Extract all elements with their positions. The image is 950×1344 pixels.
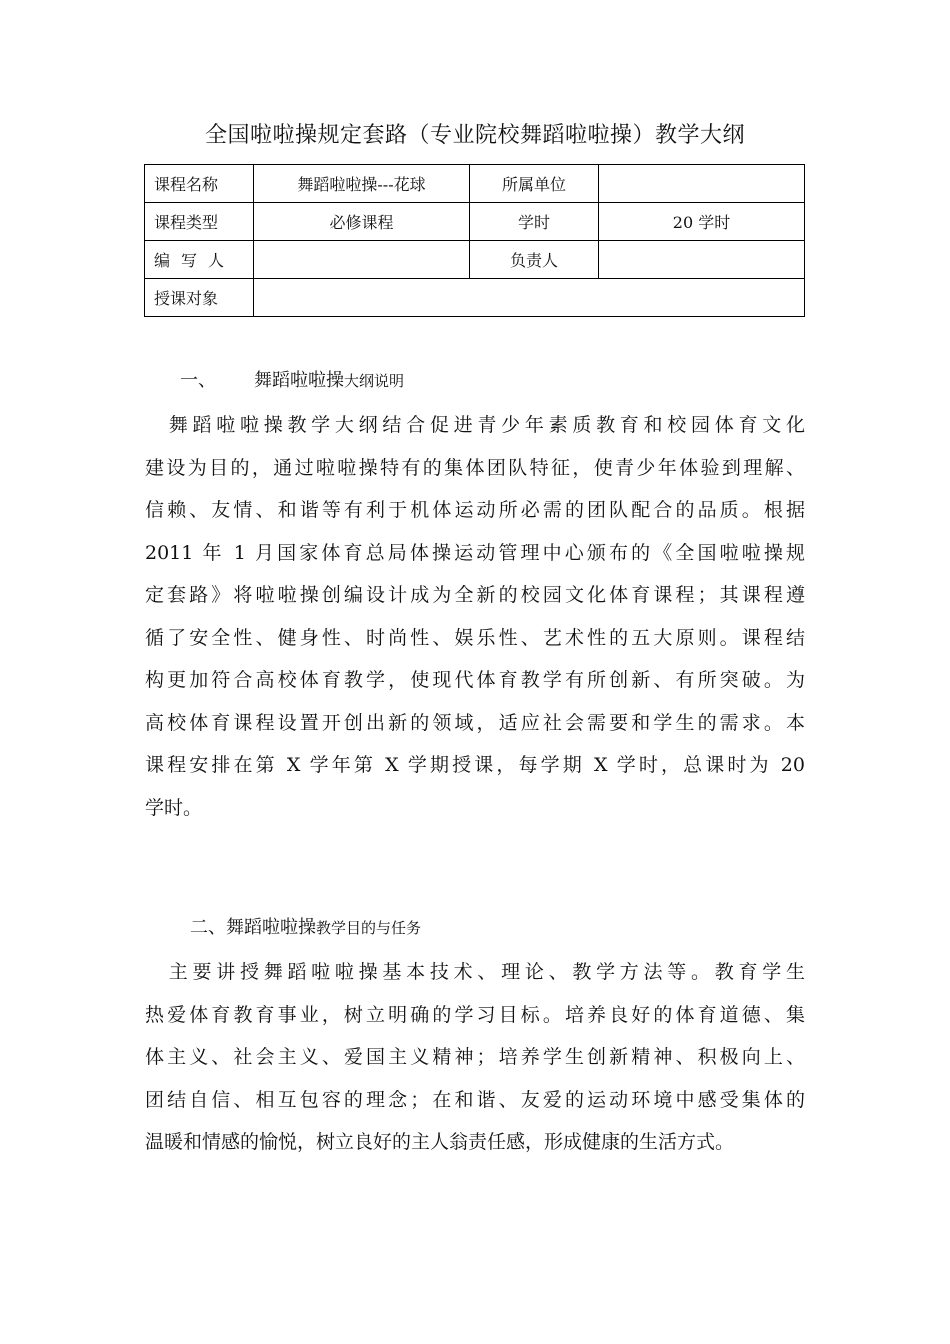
section2-heading <box>190 913 421 939</box>
paragraph-line: 建设为目的，通过啦啦操特有的集体团队特征，使青少年体验到理解、 <box>145 456 805 479</box>
section1-title-small: 大纲说明 <box>344 372 405 390</box>
paragraph-line: 高校体育课程设置开创出新的领域，适应社会需要和学生的需求。本 <box>145 711 805 734</box>
supervisor-value <box>599 241 805 279</box>
section1-heading <box>180 366 404 392</box>
hours-value: 20 学时 <box>599 203 805 241</box>
section1-title-main: 舞蹈啦啦操 <box>254 370 344 391</box>
section2-number: 二、 <box>190 917 226 938</box>
paragraph-line: 舞蹈啦啦操教学大纲结合促进青少年素质教育和校园体育文化 <box>145 414 805 436</box>
paragraph-line: 2011 年 1 月国家体育总局体操运动管理中心颁布的《全国啦啦操规 <box>145 541 805 564</box>
supervisor-label: 负责人 <box>470 241 599 279</box>
paragraph-line: 热爱体育教育事业，树立明确的学习目标。培养良好的体育道德、集 <box>145 1003 805 1026</box>
paragraph-line: 体主义、社会主义、爱国主义精神；培养学生创新精神、积极向上、 <box>145 1046 805 1068</box>
table-row <box>145 165 805 203</box>
paragraph-line: 团结自信、相互包容的理念；在和谐、友爱的运动环境中感受集体的 <box>145 1088 805 1111</box>
paragraph-line: 信赖、友情、和谐等有利于机体运动所必需的团队配合的品质。根据 <box>145 499 805 521</box>
department-label: 所属单位 <box>470 165 599 203</box>
section1-paragraph <box>145 404 805 829</box>
document-title: 全国啦啦操规定套路（专业院校舞蹈啦啦操）教学大纲 <box>204 123 745 148</box>
department-value <box>599 165 805 203</box>
paragraph-line: 循了安全性、健身性、时尚性、娱乐性、艺术性的五大原则。课程结 <box>145 626 805 649</box>
paragraph-line: 主要讲授舞蹈啦啦操基本技术、理论、教学方法等。教育学生 <box>145 961 805 983</box>
section2-title-small: 教学目的与任务 <box>316 919 422 937</box>
course-type-label: 课程类型 <box>145 203 254 241</box>
hours-label: 学时 <box>470 203 599 241</box>
section2-paragraph <box>145 951 805 1164</box>
table-row <box>145 203 805 241</box>
author-value <box>254 241 470 279</box>
audience-label: 授课对象 <box>145 279 254 317</box>
author-label: 编写人 <box>145 241 254 279</box>
table-row <box>145 279 805 317</box>
paragraph-line: 构更加符合高校体育教学，使现代体育教学有所创新、有所突破。为 <box>145 669 805 691</box>
course-name-label: 课程名称 <box>145 165 254 203</box>
paragraph-line: 定套路》将啦啦操创编设计成为全新的校园文化体育课程；其课程遵 <box>145 584 805 606</box>
paragraph-line: 学时。 <box>145 796 203 819</box>
section1-number: 一、 <box>180 370 216 391</box>
paragraph-line: 课程安排在第 X 学年第 X 学期授课，每学期 X 学时，总课时为 20 <box>145 754 805 776</box>
section2-title-main: 舞蹈啦啦操 <box>226 917 316 938</box>
table-row <box>145 241 805 279</box>
audience-value <box>254 279 805 317</box>
paragraph-line: 温暖和情感的愉悦，树立良好的主人翁责任感，形成健康的生活方式。 <box>145 1131 735 1153</box>
course-info-table <box>144 164 805 317</box>
course-name-value: 舞蹈啦啦操---花球 <box>254 165 470 203</box>
course-type-value: 必修课程 <box>254 203 470 241</box>
